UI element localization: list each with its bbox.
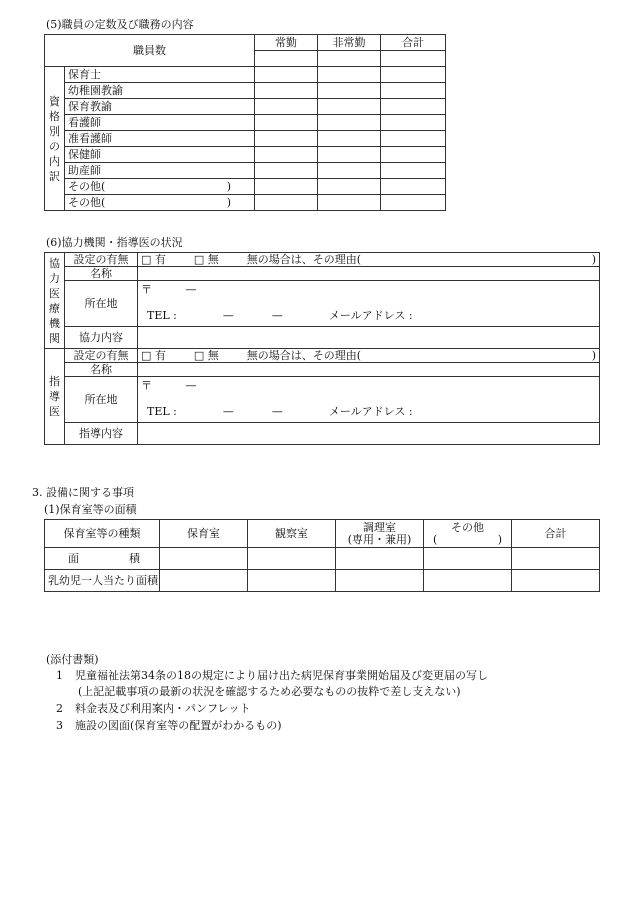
qualification-side-label: 資 格 別 の 内 訳 bbox=[45, 67, 65, 211]
cell[interactable] bbox=[255, 179, 318, 195]
section-5-title: (5)職員の定数及び職務の内容 bbox=[46, 18, 194, 31]
postal-mark: 〒 bbox=[141, 379, 152, 392]
staff-total-fulltime[interactable] bbox=[255, 51, 318, 67]
section-3-title: 3. 設備に関する事項 bbox=[32, 486, 134, 499]
cell[interactable] bbox=[255, 67, 318, 83]
row-label-area: 面 積 bbox=[45, 548, 160, 570]
cell[interactable] bbox=[381, 67, 446, 83]
checkbox-yes[interactable]: □ 有 bbox=[141, 348, 166, 362]
setting-label: 設定の有無 bbox=[65, 349, 138, 363]
setting-row: □ 有 □ 無 無の場合は、その理由( ) bbox=[138, 253, 600, 267]
row-label-nursery-teacher: 保育士 bbox=[65, 67, 255, 83]
tel-label: TEL : bbox=[147, 309, 177, 323]
row-label-assistant-nurse: 准看護師 bbox=[65, 131, 255, 147]
col-observation-room: 観察室 bbox=[248, 520, 336, 548]
cell[interactable] bbox=[255, 147, 318, 163]
cell[interactable] bbox=[512, 570, 600, 592]
reason-label: 無の場合は、その理由( bbox=[246, 348, 362, 362]
guidance-content-label: 指導内容 bbox=[65, 423, 138, 445]
cooperating-medical-side-label: 協 力 医 療 機 関 bbox=[45, 253, 65, 349]
cell[interactable] bbox=[318, 83, 381, 99]
tel-row: TEL : — — メールアドレス : bbox=[138, 307, 600, 327]
cell[interactable] bbox=[160, 570, 248, 592]
row-label-nurse: 看護師 bbox=[65, 115, 255, 131]
mail-label: メールアドレス : bbox=[328, 309, 413, 323]
col-kitchen: 調理室 (専用・兼用) bbox=[336, 520, 424, 548]
cell[interactable] bbox=[318, 147, 381, 163]
cell[interactable] bbox=[336, 548, 424, 570]
row-label-public-health-nurse: 保健師 bbox=[65, 147, 255, 163]
reason-label: 無の場合は、その理由( bbox=[246, 252, 362, 266]
cell[interactable] bbox=[255, 163, 318, 179]
cell[interactable] bbox=[160, 548, 248, 570]
attachment-item: 2 料金表及び利用案内・パンフレット bbox=[56, 702, 251, 715]
row-label-childcare-educator: 保育教諭 bbox=[65, 99, 255, 115]
cell[interactable] bbox=[512, 548, 600, 570]
name-field[interactable] bbox=[138, 267, 600, 281]
checkbox-yes[interactable]: □ 有 bbox=[141, 252, 166, 266]
cooperating-institution-table bbox=[44, 252, 600, 445]
cell[interactable] bbox=[424, 570, 512, 592]
tel-label: TEL : bbox=[147, 405, 177, 419]
col-parttime: 非常勤 bbox=[318, 35, 381, 51]
room-area-table bbox=[44, 519, 600, 592]
cell[interactable] bbox=[381, 163, 446, 179]
name-field[interactable] bbox=[138, 363, 600, 377]
row-label-other-2: その他( ) bbox=[65, 195, 255, 211]
tel-row: TEL : — — メールアドレス : bbox=[138, 403, 600, 423]
attachments-title: (添付書類) bbox=[46, 653, 99, 666]
name-label: 名称 bbox=[65, 267, 138, 281]
cell[interactable] bbox=[255, 115, 318, 131]
cooperation-content-field[interactable] bbox=[138, 327, 600, 349]
col-nursery-room: 保育室 bbox=[160, 520, 248, 548]
col-total: 合計 bbox=[512, 520, 600, 548]
cell[interactable] bbox=[318, 163, 381, 179]
cell[interactable] bbox=[318, 195, 381, 211]
cell[interactable] bbox=[318, 99, 381, 115]
attachment-item: 3 施設の図面(保育室等の配置がわかるもの) bbox=[56, 719, 282, 732]
cell[interactable] bbox=[248, 548, 336, 570]
row-label-kindergarten-teacher: 幼稚園教諭 bbox=[65, 83, 255, 99]
cell[interactable] bbox=[381, 195, 446, 211]
cell[interactable] bbox=[336, 570, 424, 592]
staff-count-header: 職員数 bbox=[45, 35, 255, 67]
cell[interactable] bbox=[381, 131, 446, 147]
guidance-content-field[interactable] bbox=[138, 423, 600, 445]
staff-table bbox=[44, 34, 446, 211]
row-label-area-per-child: 乳幼児一人当たり面積 bbox=[45, 570, 160, 592]
address-field[interactable]: 〒 — bbox=[138, 281, 600, 307]
checkbox-no[interactable]: □ 無 bbox=[193, 348, 219, 362]
cell[interactable] bbox=[318, 179, 381, 195]
staff-total-sum[interactable] bbox=[381, 51, 446, 67]
setting-label: 設定の有無 bbox=[65, 253, 138, 267]
cell[interactable] bbox=[248, 570, 336, 592]
cell[interactable] bbox=[381, 147, 446, 163]
address-field[interactable]: 〒 — bbox=[138, 377, 600, 403]
section-6-title: (6)協力機関・指導医の状況 bbox=[46, 236, 183, 249]
cell[interactable] bbox=[424, 548, 512, 570]
col-fulltime: 常勤 bbox=[255, 35, 318, 51]
cell[interactable] bbox=[318, 115, 381, 131]
attachment-item: 1 児童福祉法第34条の18の規定により届け出た病児保育事業開始届及び変更届の写し bbox=[56, 669, 488, 682]
checkbox-no[interactable]: □ 無 bbox=[193, 252, 219, 266]
row-label-midwife: 助産師 bbox=[65, 163, 255, 179]
postal-mark: 〒 bbox=[141, 283, 152, 296]
cell[interactable] bbox=[381, 179, 446, 195]
row-label-other-1: その他( ) bbox=[65, 179, 255, 195]
cell[interactable] bbox=[255, 195, 318, 211]
attachment-note: (上記記載事項の最新の状況を確認するため必要なものの抜粋で差し支えない) bbox=[78, 685, 461, 698]
cell[interactable] bbox=[381, 83, 446, 99]
setting-row: □ 有 □ 無 無の場合は、その理由( ) bbox=[138, 349, 600, 363]
address-label: 所在地 bbox=[65, 377, 138, 423]
cell[interactable] bbox=[381, 115, 446, 131]
cell[interactable] bbox=[255, 99, 318, 115]
staff-total-parttime[interactable] bbox=[318, 51, 381, 67]
col-other: その他 ( ) bbox=[424, 520, 512, 548]
cell[interactable] bbox=[318, 131, 381, 147]
mail-label: メールアドレス : bbox=[328, 405, 413, 419]
guidance-doctor-side-label: 指 導 医 bbox=[45, 349, 65, 445]
cell[interactable] bbox=[255, 83, 318, 99]
cell[interactable] bbox=[381, 99, 446, 115]
col-total: 合計 bbox=[381, 35, 446, 51]
address-label: 所在地 bbox=[65, 281, 138, 327]
cell[interactable] bbox=[255, 131, 318, 147]
section-3-subtitle: (1)保育室等の面積 bbox=[44, 503, 137, 516]
cooperation-content-label: 協力内容 bbox=[65, 327, 138, 349]
name-label: 名称 bbox=[65, 363, 138, 377]
cell[interactable] bbox=[318, 67, 381, 83]
col-room-type: 保育室等の種類 bbox=[45, 520, 160, 548]
